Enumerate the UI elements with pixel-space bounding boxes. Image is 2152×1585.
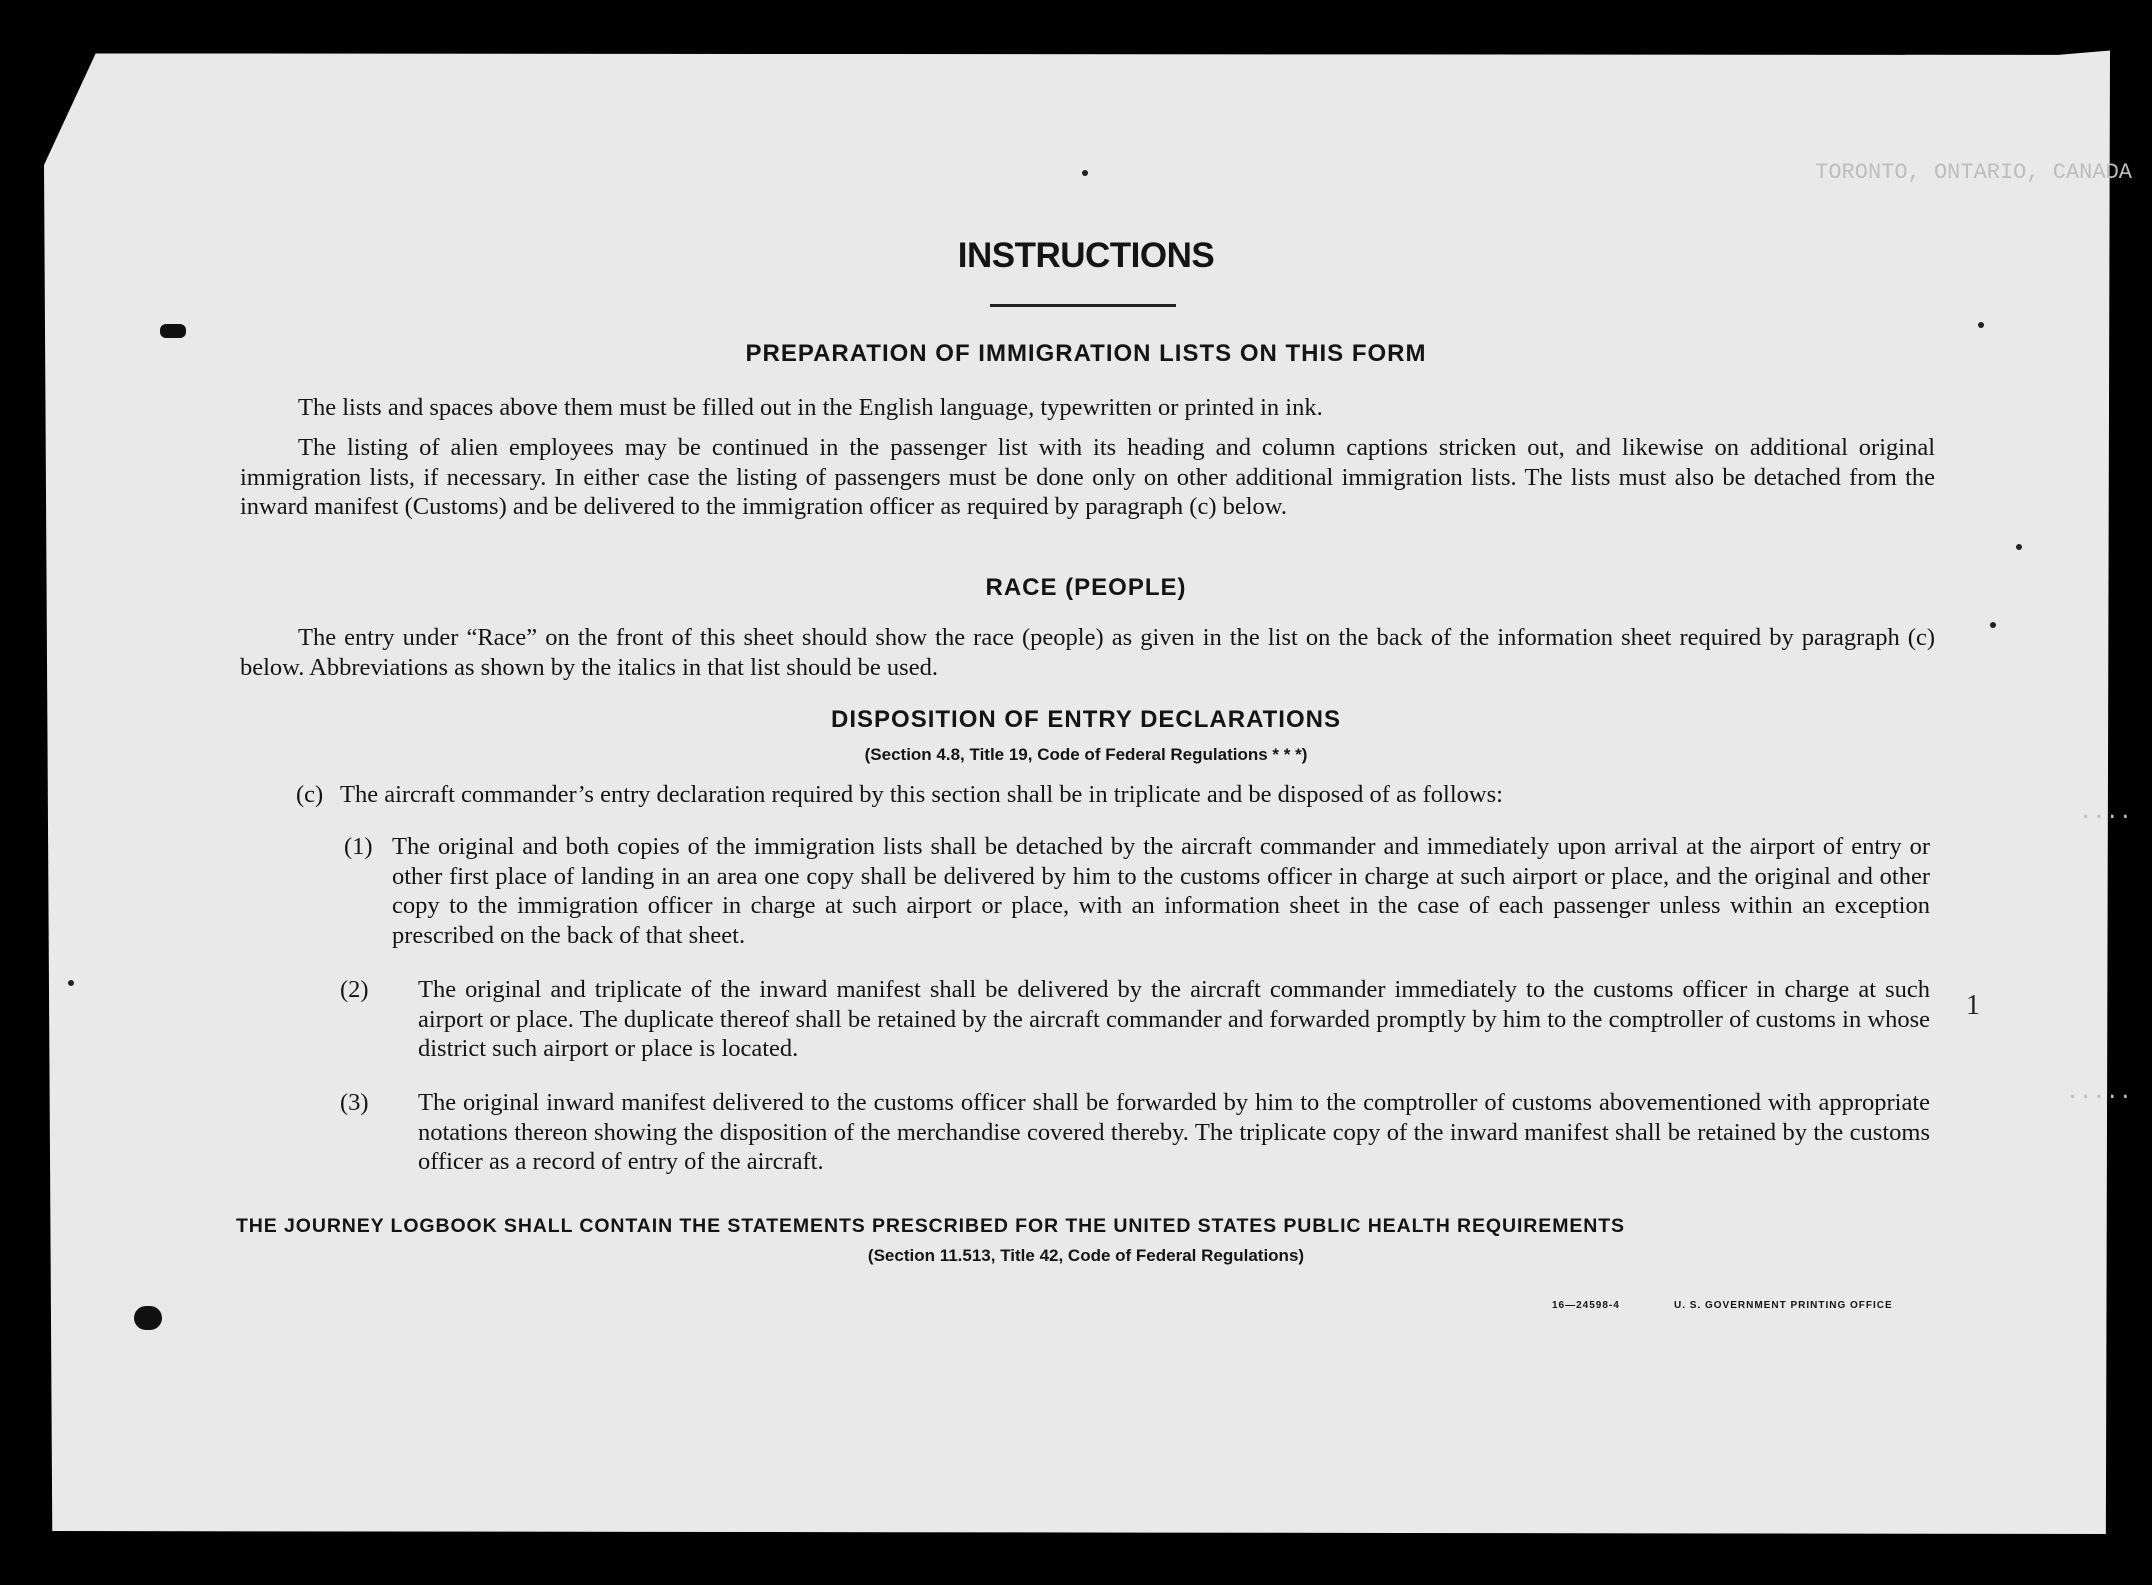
race-paragraph: The entry under “Race” on the front of this sheet should show the race (people) as given in the list on the back of the information sheet required by paragraph (c) below. Abbreviations as shown by the italics in that list should be used. [240, 624, 1935, 681]
intro-text: The aircraft commander’s entry declaration required by this section shall be in triplicate and be disposed of as follows: [340, 781, 1503, 808]
item-number: (1) [344, 833, 373, 860]
item-text: The original inward manifest delivered to the customs officer shall be forwarded by him to the comptroller of customs abovementioned with appropriate notations thereon showing the disposition of the merchandise covered thereby. The triplicate copy of the inward manifest shall be retained by the customs officer as a record of entry of the aircraft. [418, 1089, 1930, 1175]
speck [1978, 322, 1984, 328]
preparation-paragraph-1: The lists and spaces above them must be filled out in the English language, typewritten or printed in ink. [298, 394, 1323, 421]
printer-imprint: U. S. GOVERNMENT PRINTING OFFICE [1674, 1300, 1893, 1311]
disposition-heading: DISPOSITION OF ENTRY DECLARATIONS [831, 706, 1341, 733]
item-number: (3) [340, 1089, 369, 1116]
speck [2016, 544, 2022, 550]
disposition-item-2 [340, 975, 1930, 1064]
item-text: The original and both copies of the immigration lists shall be detached by the aircraft commander and immediately upon arrival at the airport of entry or other first place of landing in an area one copy shall be delivered by him to the customs officer in charge at such airport or place, and the original and other copy to the immigration officer in charge at such airport or place, with an information sheet in the case of each passenger unless within an exception prescribed on the back of that sheet. [392, 833, 1930, 949]
page-title: INSTRUCTIONS [957, 236, 1215, 275]
disposition-citation: (Section 4.8, Title 19, Code of Federal Regulations * * *) [864, 745, 1308, 764]
speck [1990, 622, 1996, 628]
margin-mark: 1 [1966, 990, 1980, 1021]
disposition-intro [296, 780, 1936, 810]
footer-statement: THE JOURNEY LOGBOOK SHALL CONTAIN THE STATEMENTS PRESCRIBED FOR THE UNITED STATES PUBLIC HEALTH REQUIREMENTS [236, 1215, 1625, 1237]
intro-label: (c) [296, 781, 324, 808]
preparation-heading: PREPARATION OF IMMIGRATION LISTS ON THIS FORM [745, 340, 1427, 367]
item-number: (2) [340, 976, 369, 1003]
form-number: 16—24598-4 [1552, 1300, 1620, 1311]
speck [1082, 170, 1088, 176]
disposition-item-1 [344, 832, 1930, 950]
item-text: The original and triplicate of the inward manifest shall be delivered by the aircraft commander immediately to the customs officer in charge at such airport or place. The duplicate thereof shall be retained by the aircraft commander and forwarded promptly by him to the comptroller of customs in whose district such airport or place is located. [418, 976, 1930, 1062]
speck [68, 980, 74, 986]
race-heading: RACE (PEOPLE) [985, 574, 1187, 601]
disposition-item-3 [340, 1088, 1930, 1177]
bleed-through-text: TORONTO, ONTARIO, CANADA .... ..... [1815, 160, 2132, 1105]
footer-citation: (Section 11.513, Title 42, Code of Federal Regulations) [867, 1246, 1305, 1265]
preparation-paragraph-2: The listing of alien employees may be continued in the passenger list with its heading and column captions stricken out, and likewise on additional original immigration lists, if necessary. In either case the listing of passengers must be done only on other additional immigration lists. The lists must also be detached from the inward manifest (Customs) and be delivered to the immigration officer as required by paragraph (c) below. [240, 434, 1935, 520]
title-rule [990, 304, 1176, 307]
